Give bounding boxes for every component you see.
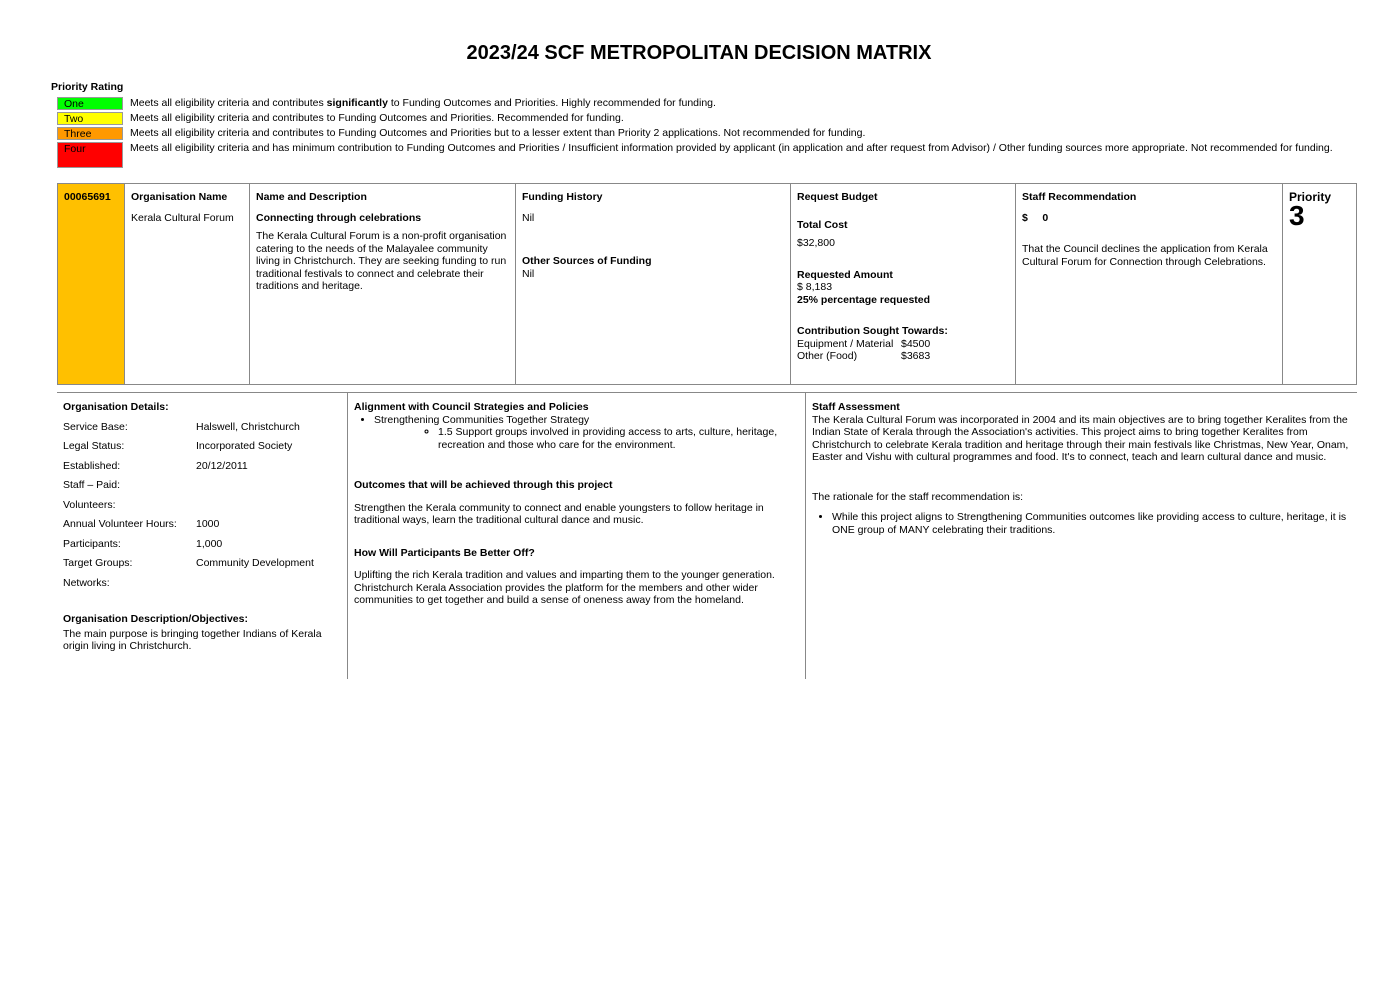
contribution-row [797,338,1009,351]
priority-header: Priority [1289,190,1332,204]
contribution-item: Equipment / Material [797,337,894,350]
alignment-heading: Alignment with Council Strategies and Policies [354,401,589,413]
org-detail-row [63,557,341,570]
details-section [57,392,1357,679]
strategy-item [374,414,799,452]
other-sources-header: Other Sources of Funding [522,255,652,267]
staff-recommendation-cell [1016,184,1283,384]
contribution-item: Other (Food) [797,350,858,362]
priority-swatch-two: Two [57,112,123,125]
priority-value: 3 [1289,199,1305,231]
rationale-intro: The rationale for the staff recommendation is: [812,490,1024,503]
org-detail-value: Halswell, Christchurch [196,420,300,433]
contribution-row [797,350,1009,363]
staff-recommendation-header: Staff Recommendation [1022,191,1137,203]
contribution-label: Contribution Sought Towards: [797,325,948,337]
outcomes-heading: Outcomes that will be achieved through this project [354,479,613,491]
other-sources-value: Nil [522,267,535,280]
request-budget-cell [791,184,1016,384]
org-detail-row [63,421,341,434]
priority-cell [1283,184,1356,384]
org-detail-row [63,518,341,531]
staff-recommendation-amount: $ 0 [1022,211,1049,224]
percentage-requested: 25% percentage requested [797,293,931,306]
org-name: Kerala Cultural Forum [131,211,234,224]
org-detail-value: Community Development [196,557,314,569]
staff-assessment-text: The Kerala Cultural Forum was incorporated in 2004 and its main objectives are to bring together Keralites from the Indian State of Kerala through the Association's activities. This project aims to bring together Keralites from Christchurch to celebrate Kerala tradition and heritage through their main festivals like Christmas, New Year, Onam, Easter and Vishu with cultural programmes and food. It's to connect, teach and learn cultural dance and music. [812,413,1349,463]
rationale-item: • While this project aligns to Strengthening Communities outcomes like providing access to culture, heritage, it is ONE group of MANY celebrating their traditions. [832,511,1351,536]
priority-swatch-three: Three [57,127,123,140]
better-off-text: Uplifting the rich Kerala tradition and values and imparting them to the younger generation. Christchurch Kerala Association provides the platform for the members and other wider communities to get together and build a sense of oneness away from the homeland. [354,569,775,606]
total-cost-value: $32,800 [797,237,835,249]
staff-assessment-column [806,393,1357,679]
org-detail-value: Incorporated Society [196,440,293,452]
contribution-amount: $3683 [901,350,931,362]
requested-amount-label: Requested Amount [797,268,893,281]
contribution-amount: $4500 [901,337,931,350]
priority-swatch-one: One [57,97,123,110]
organisation-details-list [63,421,341,590]
org-detail-key: Volunteers: [63,498,116,511]
org-detail-value: 1000 [196,518,220,530]
org-name-cell [125,184,250,384]
application-summary-table [57,183,1357,385]
org-detail-key: Participants: [63,537,121,550]
priority-legend-row-one [57,97,1347,110]
strategy-sub-item: ◦ 1.5 Support groups involved in providing access to arts, culture, heritage, recreation and those who care for the environment. [438,426,799,451]
priority-desc-two: Meets all eligibility criteria and contributes to Funding Outcomes and Priorities. Recommended for funding. [130,112,624,124]
org-detail-value: 20/12/2011 [196,459,248,472]
org-detail-row [63,460,341,473]
org-detail-key: Annual Volunteer Hours: [63,518,177,530]
org-detail-value: 1,000 [196,537,223,550]
org-detail-key: Service Base: [63,420,128,433]
priority-rating-heading: Priority Rating [51,81,124,93]
rationale-list [812,511,1351,536]
application-id: 00065691 [58,184,125,384]
strategy-name: Strengthening Communities Together Strategy [374,413,590,426]
project-description: The Kerala Cultural Forum is a non-profit organisation catering to the needs of the Malayalee community living in Christchurch. They are seeking funding to run traditional festivals to connect and celebrate their traditions and heritage. [256,230,507,292]
name-description-header: Name and Description [256,191,367,203]
page-title: 2023/24 SCF METROPOLITAN DECISION MATRIX [466,42,932,64]
org-detail-row [63,499,341,512]
org-detail-row [63,538,341,551]
funding-history-value: Nil [522,211,535,224]
funding-history-header: Funding History [522,191,603,203]
org-detail-row [63,577,341,590]
organisation-details-column [57,393,348,679]
staff-recommendation-text: That the Council declines the application from Kerala Cultural Forum for Connection through Celebrations. [1022,243,1268,268]
org-detail-row [63,440,341,453]
org-detail-key: Networks: [63,576,110,589]
org-detail-row [63,479,341,492]
organisation-details-heading: Organisation Details: [63,401,169,413]
staff-assessment-heading: Staff Assessment [812,401,900,413]
priority-desc-four: Meets all eligibility criteria and has minimum contribution to Funding Outcomes and Priorities / Insufficient information provided by applicant (in application and after request from Advisor) / Other funding sources more appropriate. Not recommended for funding. [130,142,1333,154]
priority-legend [57,97,1347,170]
better-off-heading: How Will Participants Be Better Off? [354,546,535,559]
requested-amount-value: $ 8,183 [797,281,833,293]
project-name: Connecting through celebrations [256,211,422,224]
outcomes-text: Strengthen the Kerala community to connect and enable youngsters to follow heritage in traditional ways, learn the traditional cultural dance and music. [354,501,764,526]
organisation-objectives-heading: Organisation Description/Objectives: [63,613,248,625]
alignment-column [348,393,806,679]
strategy-sub-list [374,426,799,451]
priority-legend-row-four [57,142,1347,168]
priority-swatch-four: Four [57,142,123,168]
org-detail-key: Target Groups: [63,557,133,569]
request-budget-header: Request Budget [797,191,878,203]
funding-history-cell [516,184,791,384]
priority-legend-row-three [57,127,1347,140]
org-detail-key: Legal Status: [63,440,125,452]
priority-legend-row-two [57,112,1347,125]
org-name-header: Organisation Name [131,191,228,203]
strategy-list [354,414,799,452]
org-detail-key: Established: [63,459,121,472]
organisation-objectives-text: The main purpose is bringing together Indians of Kerala origin living in Christchurch. [63,627,322,652]
priority-desc-three: Meets all eligibility criteria and contributes to Funding Outcomes and Priorities but to a lesser extent than Priority 2 applications. Not recommended for funding. [130,127,866,139]
priority-desc-one: Meets all eligibility criteria and contributes significantly to Funding Outcomes and Priorities. Highly recommended for funding. [130,97,716,109]
org-detail-key: Staff – Paid: [63,479,121,491]
name-description-cell [250,184,516,384]
total-cost-label: Total Cost [797,218,848,231]
